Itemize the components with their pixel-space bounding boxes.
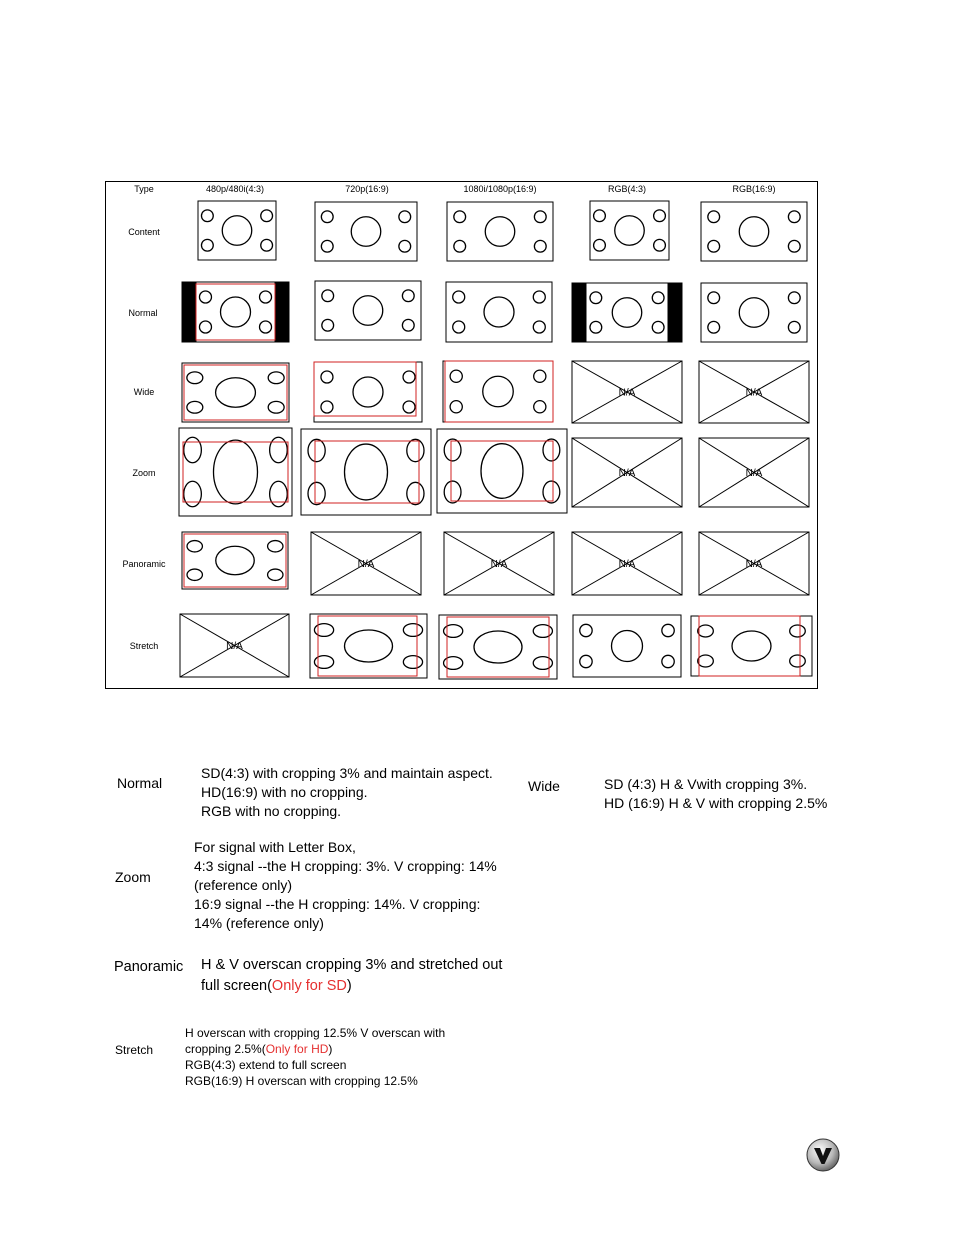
normal-rgb169-corner-circle-2 xyxy=(708,321,720,333)
stretch-720p-corner-circle-3 xyxy=(403,656,422,669)
content-1080i-corner-circle-3 xyxy=(534,240,546,252)
stretch-rgb43-corner-circle-2 xyxy=(580,655,592,667)
note-zoom-line5: 14% (reference only) xyxy=(194,915,324,931)
normal-1080i-corner-circle-3 xyxy=(533,321,545,333)
stretch-1080i-corner-circle-0 xyxy=(444,625,463,638)
note-stretch-red: Only for HD xyxy=(265,1042,329,1056)
stretch-1080i-corner-circle-3 xyxy=(533,657,552,670)
normal-rgb43-corner-circle-3 xyxy=(652,321,664,333)
stretch-1080i-corner-circle-1 xyxy=(533,625,552,638)
normal-rgb43-center-circle xyxy=(612,298,642,328)
panoramic-720p-label: N/A xyxy=(357,559,375,570)
stretch-rgb43-corner-circle-3 xyxy=(662,655,674,667)
content-1080i-corner-circle-0 xyxy=(454,211,466,223)
wide-rgb43-label: N/A xyxy=(618,387,636,399)
normal-720p-corner-circle-0 xyxy=(322,290,334,302)
zoom-720p-corner-circle-3 xyxy=(407,482,424,504)
content-rgb169-corner-circle-0 xyxy=(708,211,720,223)
normal-1080i-corner-circle-0 xyxy=(453,291,465,303)
note-stretch-line3: RGB(4:3) extend to full screen xyxy=(185,1058,347,1072)
content-1080i-corner-circle-1 xyxy=(534,211,546,223)
stretch-rgb43-center-circle xyxy=(612,631,643,662)
content-480p-corner-circle-1 xyxy=(261,210,273,222)
content-rgb169-frame xyxy=(701,202,807,261)
note-normal-label: Normal xyxy=(117,775,163,791)
stretch-rgb169-crop-outline xyxy=(699,616,800,676)
header-480p: 480p/480i(4:3) xyxy=(205,184,265,194)
row-label-content: Content xyxy=(128,227,160,237)
zoom-1080i-corner-circle-1 xyxy=(543,439,560,461)
row-label-panoramic: Panoramic xyxy=(122,559,166,569)
stretch-480p-label: N/A xyxy=(226,641,243,652)
panoramic-480p-corner-circle-2 xyxy=(187,569,202,580)
zoom-480p-frame xyxy=(179,428,292,516)
content-rgb169-corner-circle-3 xyxy=(788,240,800,252)
zoom-1080i-corner-circle-3 xyxy=(543,481,560,503)
normal-rgb43-corner-circle-1 xyxy=(652,292,664,304)
note-panoramic-line2 xyxy=(201,976,352,997)
zoom-480p-corner-circle-1 xyxy=(270,437,288,463)
normal-480p-crop-outline xyxy=(196,284,275,340)
note-zoom-line4: 16:9 signal --the H cropping: 14%. V cropping: xyxy=(194,896,481,912)
content-480p-corner-circle-0 xyxy=(201,210,213,222)
content-720p-corner-circle-2 xyxy=(321,240,333,252)
normal-480p-frame xyxy=(182,282,289,342)
normal-rgb169-corner-circle-0 xyxy=(708,292,720,304)
zoom-720p-corner-circle-2 xyxy=(308,482,325,504)
wide-720p-crop-outline xyxy=(314,362,416,416)
zoom-720p-crop-outline xyxy=(315,441,419,503)
wide-480p-corner-circle-2 xyxy=(187,401,203,413)
panoramic-480p-corner-circle-1 xyxy=(268,541,283,552)
zoom-720p-frame xyxy=(301,429,431,515)
note-panoramic-red: Only for SD xyxy=(271,978,347,994)
note-stretch-line1: H overscan with cropping 12.5% V overscan with xyxy=(185,1026,446,1040)
normal-480p-right-bar xyxy=(275,282,289,342)
zoom-1080i-crop-outline xyxy=(451,441,553,501)
wide-480p-center-circle xyxy=(216,378,256,408)
normal-480p-corner-circle-3 xyxy=(260,321,272,333)
content-1080i-corner-circle-2 xyxy=(454,240,466,252)
row-label-zoom: Zoom xyxy=(132,468,156,478)
panoramic-rgb43-label: N/A xyxy=(618,559,636,570)
vizio-logo-icon xyxy=(806,1138,840,1172)
stretch-1080i-corner-circle-2 xyxy=(444,657,463,670)
content-720p-center-circle xyxy=(351,217,381,247)
normal-720p-corner-circle-2 xyxy=(322,319,334,331)
content-rgb43-corner-circle-1 xyxy=(654,210,666,222)
wide-720p-center-circle xyxy=(353,377,383,407)
panoramic-480p-center-circle xyxy=(216,546,254,575)
zoom-720p-corner-circle-1 xyxy=(407,439,424,461)
note-panoramic-label: Panoramic xyxy=(114,959,184,975)
zoom-1080i-corner-circle-2 xyxy=(444,481,461,503)
stretch-rgb43-frame xyxy=(573,615,681,677)
zoom-480p-corner-circle-0 xyxy=(184,437,202,463)
stretch-rgb169-corner-circle-3 xyxy=(790,655,806,667)
row-label-normal: Normal xyxy=(128,308,158,318)
normal-720p-corner-circle-1 xyxy=(402,290,414,302)
note-stretch-label: Stretch xyxy=(115,1043,154,1057)
stretch-rgb169-center-circle xyxy=(732,631,771,661)
normal-1080i-center-circle xyxy=(484,297,514,327)
stretch-rgb43-corner-circle-0 xyxy=(580,624,592,636)
wide-1080i-frame xyxy=(443,361,553,422)
wide-1080i-corner-circle-1 xyxy=(534,370,546,382)
wide-480p-corner-circle-0 xyxy=(187,372,203,384)
content-rgb43-center-circle xyxy=(615,216,645,246)
note-wide-label: Wide xyxy=(528,778,560,794)
stretch-720p-corner-circle-1 xyxy=(403,624,422,637)
stretch-1080i-center-circle xyxy=(474,631,522,663)
zoom-rgb43-label: N/A xyxy=(618,468,636,479)
note-normal-line3: RGB with no cropping. xyxy=(201,803,342,819)
normal-480p-corner-circle-2 xyxy=(199,321,211,333)
normal-rgb169-corner-circle-3 xyxy=(788,321,800,333)
normal-720p-center-circle xyxy=(353,296,383,326)
normal-720p-frame xyxy=(315,281,421,340)
stretch-rgb169-corner-circle-2 xyxy=(698,655,714,667)
content-rgb43-corner-circle-3 xyxy=(654,239,666,251)
panoramic-480p-corner-circle-3 xyxy=(268,569,283,580)
note-stretch-line2 xyxy=(185,1041,332,1057)
content-rgb43-corner-circle-0 xyxy=(594,210,606,222)
note-normal-line2: HD(16:9) with no cropping. xyxy=(201,784,368,800)
zoom-1080i-frame xyxy=(437,429,567,513)
note-zoom-line1: For signal with Letter Box, xyxy=(194,839,356,855)
zoom-480p-corner-circle-3 xyxy=(270,481,288,507)
normal-1080i-corner-circle-1 xyxy=(533,291,545,303)
content-1080i-frame xyxy=(447,202,553,261)
note-panoramic-line1: H & V overscan cropping 3% and stretched out xyxy=(201,957,503,973)
normal-rgb43-right-bar xyxy=(668,283,682,342)
note-stretch-prefix: cropping 2.5%( xyxy=(185,1042,266,1056)
stretch-1080i-crop-outline xyxy=(447,617,549,677)
note-panoramic-suffix: ) xyxy=(346,978,352,994)
zoom-480p-crop-outline xyxy=(183,442,288,502)
content-480p-corner-circle-3 xyxy=(261,239,273,251)
panoramic-rgb169-label: N/A xyxy=(745,559,763,570)
zoom-rgb169-label: N/A xyxy=(745,468,763,479)
stretch-720p-center-circle xyxy=(345,630,393,662)
stretch-rgb43-corner-circle-1 xyxy=(662,624,674,636)
content-720p-corner-circle-0 xyxy=(321,211,333,223)
wide-480p-corner-circle-1 xyxy=(268,372,284,384)
row-label-wide: Wide xyxy=(133,387,155,397)
content-720p-frame xyxy=(315,202,417,261)
header-rgb169: RGB(16:9) xyxy=(732,184,776,194)
normal-480p-center-circle xyxy=(221,297,251,327)
content-480p-center-circle xyxy=(222,216,252,246)
normal-rgb169-frame xyxy=(701,283,807,342)
normal-480p-corner-circle-0 xyxy=(199,291,211,303)
zoom-480p-center-circle xyxy=(214,440,258,504)
zoom-1080i-corner-circle-0 xyxy=(444,439,461,461)
stretch-720p-crop-outline xyxy=(318,616,417,676)
note-zoom-line3: (reference only) xyxy=(194,877,293,893)
normal-1080i-corner-circle-2 xyxy=(453,321,465,333)
aspect-ratio-table xyxy=(105,181,818,689)
wide-720p-corner-circle-0 xyxy=(321,371,333,383)
header-1080i: 1080i/1080p(16:9) xyxy=(463,184,537,194)
normal-rgb43-frame xyxy=(572,283,682,342)
panoramic-480p-corner-circle-0 xyxy=(187,541,202,552)
wide-720p-frame xyxy=(314,362,422,422)
wide-1080i-corner-circle-2 xyxy=(450,401,462,413)
zoom-480p-corner-circle-2 xyxy=(184,481,202,507)
note-zoom-label: Zoom xyxy=(115,869,151,885)
zoom-720p-center-circle xyxy=(345,444,388,500)
wide-720p-corner-circle-2 xyxy=(321,401,333,413)
content-1080i-center-circle xyxy=(485,217,515,247)
content-rgb169-corner-circle-1 xyxy=(788,211,800,223)
wide-1080i-crop-outline xyxy=(445,361,553,422)
wide-rgb169-label: N/A xyxy=(745,387,763,399)
row-label-stretch: Stretch xyxy=(129,641,159,651)
normal-480p-corner-circle-1 xyxy=(260,291,272,303)
note-wide-line2: HD (16:9) H & V with cropping 2.5% xyxy=(604,795,828,811)
stretch-720p-corner-circle-2 xyxy=(314,656,333,669)
note-panoramic-prefix: full screen( xyxy=(201,978,272,994)
diagram-canvas xyxy=(106,182,819,690)
normal-1080i-frame xyxy=(446,282,552,342)
normal-720p-corner-circle-3 xyxy=(402,319,414,331)
stretch-rgb169-corner-circle-1 xyxy=(790,625,806,637)
note-wide-line1: SD (4:3) H & Vwith cropping 3%. xyxy=(604,776,808,792)
normal-rgb43-corner-circle-2 xyxy=(590,321,602,333)
content-rgb169-corner-circle-2 xyxy=(708,240,720,252)
content-480p-corner-circle-2 xyxy=(201,239,213,251)
note-stretch-line4: RGB(16:9) H overscan with cropping 12.5% xyxy=(185,1074,418,1088)
wide-1080i-center-circle xyxy=(483,376,514,407)
content-rgb43-corner-circle-2 xyxy=(594,239,606,251)
stretch-720p-corner-circle-0 xyxy=(314,624,333,637)
zoom-720p-corner-circle-0 xyxy=(308,439,325,461)
note-zoom-line2: 4:3 signal --the H cropping: 3%. V cropping: 14% xyxy=(194,858,497,874)
wide-480p-corner-circle-3 xyxy=(268,401,284,413)
stretch-rgb169-corner-circle-0 xyxy=(698,625,714,637)
content-720p-corner-circle-1 xyxy=(399,211,411,223)
panoramic-1080i-label: N/A xyxy=(490,559,508,570)
normal-480p-left-bar xyxy=(182,282,196,342)
header-rgb43: RGB(4:3) xyxy=(607,184,647,194)
content-rgb169-center-circle xyxy=(739,217,769,247)
normal-rgb43-corner-circle-0 xyxy=(590,292,602,304)
header-type: Type xyxy=(134,184,154,194)
content-720p-corner-circle-3 xyxy=(399,240,411,252)
note-stretch-suffix: ) xyxy=(328,1042,333,1056)
normal-rgb169-center-circle xyxy=(739,298,769,328)
normal-rgb169-corner-circle-1 xyxy=(788,292,800,304)
zoom-1080i-center-circle xyxy=(481,444,523,499)
normal-rgb43-left-bar xyxy=(572,283,586,342)
wide-720p-corner-circle-1 xyxy=(403,371,415,383)
wide-720p-corner-circle-3 xyxy=(403,401,415,413)
header-720p: 720p(16:9) xyxy=(345,184,389,194)
wide-1080i-corner-circle-3 xyxy=(534,401,546,413)
note-normal-line1: SD(4:3) with cropping 3% and maintain aspect. xyxy=(201,765,493,781)
wide-1080i-corner-circle-0 xyxy=(450,370,462,382)
